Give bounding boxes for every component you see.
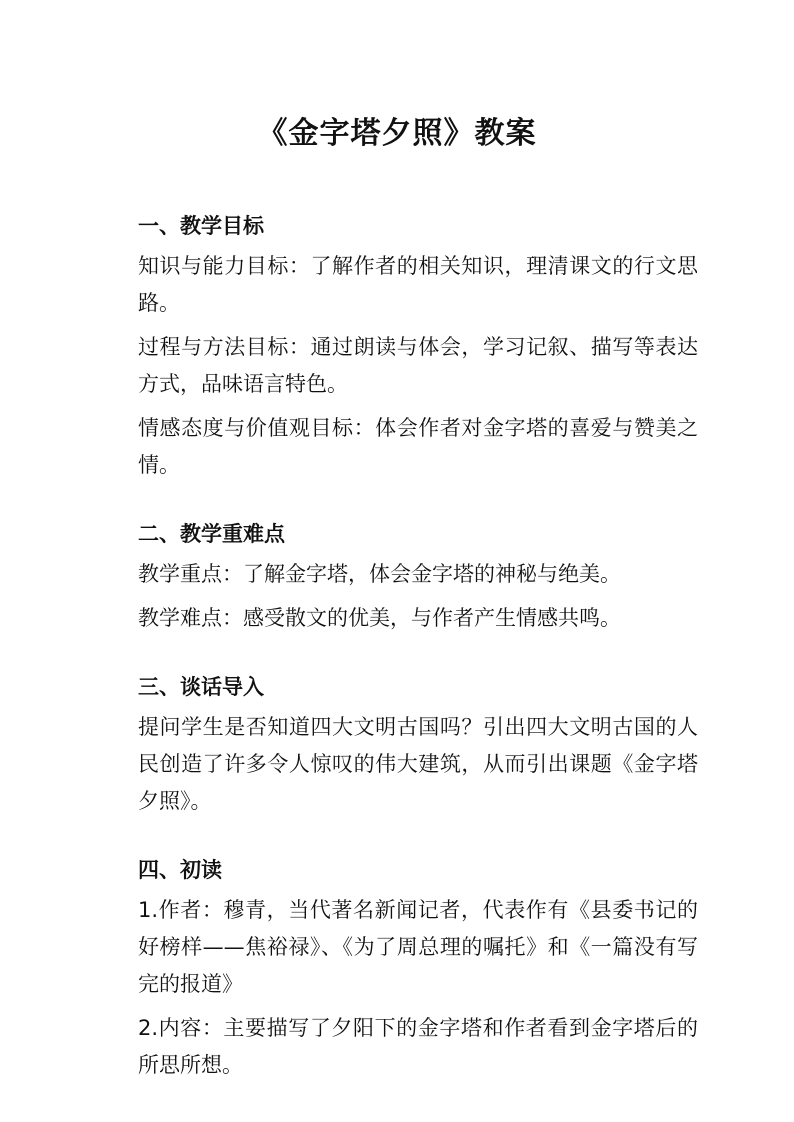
section-introduction [138, 671, 698, 820]
section-first-reading [138, 854, 698, 1084]
paragraph: 教学重点：了解金字塔，体会金字塔的神秘与绝美。 [138, 562, 621, 586]
document-title: 《金字塔夕照》教案 [257, 116, 537, 151]
paragraph: 过程与方法目标：通过朗读与体会，学习记叙、描写等表达方式，品味语言特色。 [138, 335, 698, 396]
paragraph: 1.作者：穆青，当代著名新闻记者，代表作有《县委书记的好榜样——焦裕禄》、《为了周总理的嘱托》和《一篇没有写完的报道》 [138, 898, 698, 996]
section-heading: 三、谈话导入 [138, 675, 264, 699]
paragraph: 2.内容：主要描写了夕阳下的金字塔和作者看到金字塔后的所思所想。 [138, 1016, 698, 1077]
paragraph: 教学难点：感受散文的优美，与作者产生情感共鸣。 [138, 606, 621, 630]
document-body [138, 210, 698, 1118]
section-heading: 四、初读 [138, 858, 222, 882]
paragraph: 情感态度与价值观目标：体会作者对金字塔的喜爱与赞美之情。 [138, 416, 698, 477]
section-heading: 一、教学目标 [138, 214, 264, 238]
section-teaching-objectives [138, 210, 698, 484]
section-heading: 二、教学重难点 [138, 522, 285, 546]
paragraph: 提问学生是否知道四大文明古国吗？引出四大文明古国的人民创造了许多令人惊叹的伟大建筑，从而引出课题《金字塔夕照》。 [138, 715, 698, 813]
paragraph: 知识与能力目标：了解作者的相关知识，理清课文的行文思路。 [138, 254, 698, 315]
section-key-points [138, 518, 698, 637]
